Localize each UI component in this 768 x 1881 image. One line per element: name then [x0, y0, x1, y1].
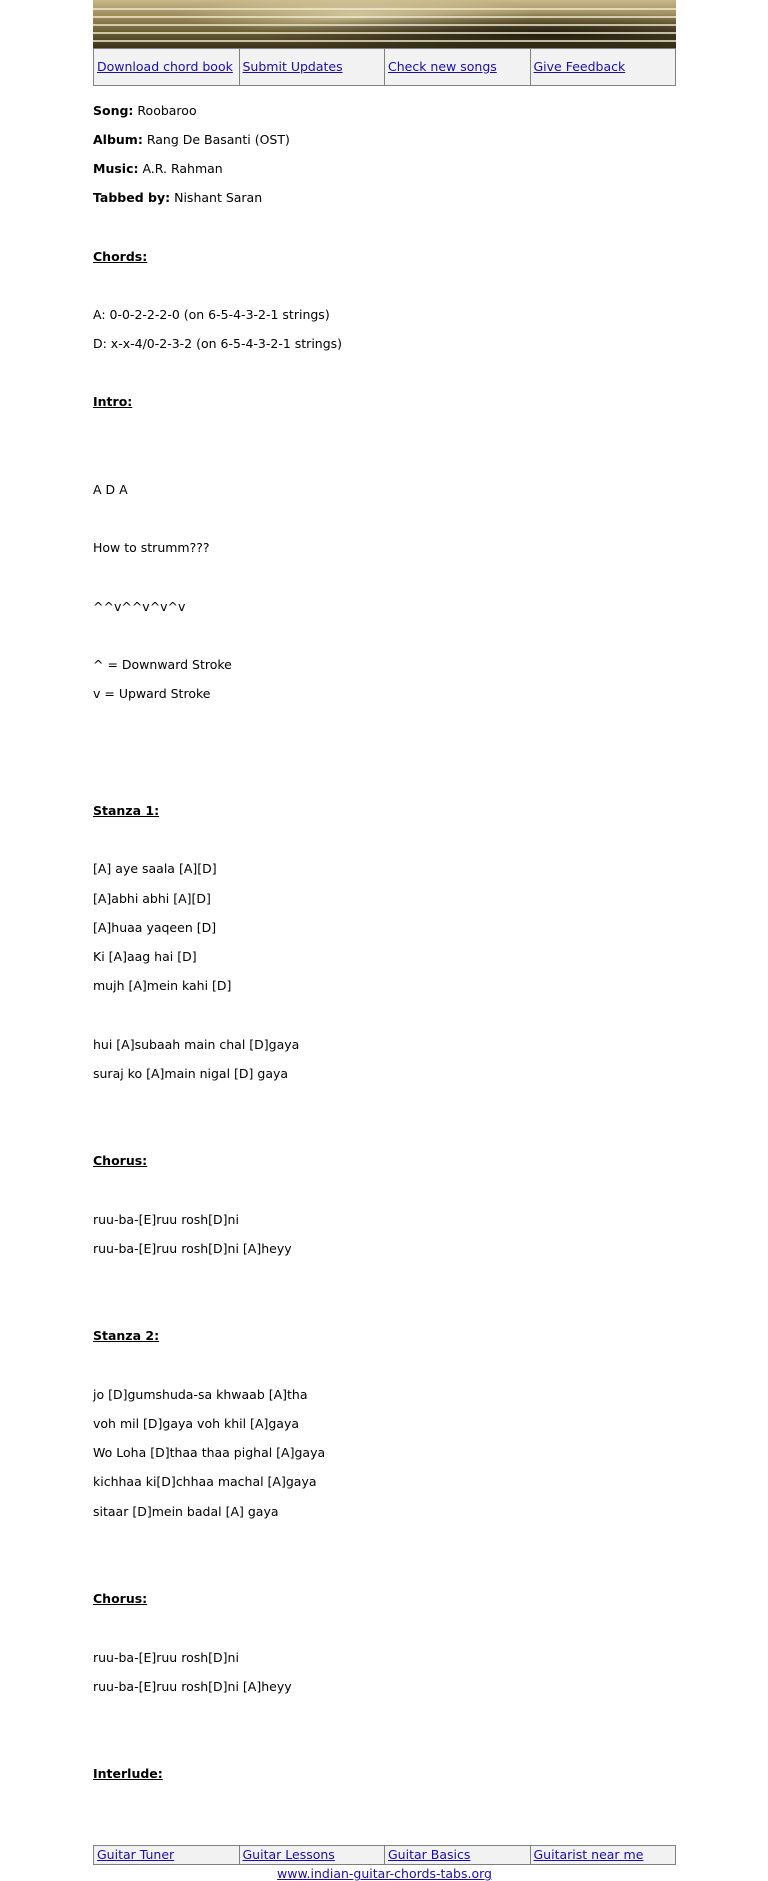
nav-cell — [239, 49, 385, 86]
site-url-link[interactable]: www.indian-guitar-chords-tabs.org — [277, 1866, 492, 1881]
lyric-line: ruu-ba-[E]ruu rosh[D]ni — [93, 1211, 239, 1227]
top-nav-table — [93, 48, 676, 86]
guitar-basics-link[interactable]: Guitar Basics — [388, 1847, 471, 1863]
nav-cell — [385, 1846, 531, 1865]
upstroke-legend: v = Upward Stroke — [93, 686, 211, 702]
chord-line: A: 0-0-2-2-2-0 (on 6-5-4-3-2-1 strings) — [93, 306, 330, 322]
album-name: Rang De Basanti (OST) — [146, 131, 290, 147]
lyric-line: ruu-ba-[E]ruu rosh[D]ni [A]heyy — [93, 1678, 292, 1694]
album-label: Album: — [93, 131, 143, 147]
song-label: Song: — [93, 102, 134, 118]
stanza2-heading: Stanza 2: — [93, 1328, 160, 1344]
chorus-heading: Chorus: — [93, 1591, 148, 1607]
lyric-line: ruu-ba-[E]ruu rosh[D]ni — [93, 1649, 239, 1665]
submit-updates-link[interactable]: Submit Updates — [242, 59, 343, 74]
song-title: Roobaroo — [137, 102, 197, 118]
nav-cell — [385, 49, 531, 86]
tabbed-label: Tabbed by: — [93, 190, 171, 206]
chords-heading: Chords: — [93, 248, 148, 264]
nav-cell — [94, 1846, 240, 1865]
music-composer: A.R. Rahman — [142, 160, 223, 176]
check-new-songs-link[interactable]: Check new songs — [388, 59, 497, 74]
strum-question: How to strumm??? — [93, 540, 210, 556]
music-label: Music: — [93, 160, 139, 176]
nav-cell — [530, 49, 676, 86]
chorus-heading: Chorus: — [93, 1153, 148, 1169]
lyric-line: [A]abhi abhi [A][D] — [93, 890, 211, 906]
intro-heading: Intro: — [93, 394, 133, 410]
lyric-line: hui [A]subaah main chal [D]gaya — [93, 1036, 300, 1052]
guitar-lessons-link[interactable]: Guitar Lessons — [242, 1847, 335, 1863]
lyric-line: [A] aye saala [A][D] — [93, 861, 217, 877]
bottom-nav-table — [93, 1845, 676, 1865]
lyric-line: Ki [A]aag hai [D] — [93, 949, 197, 965]
guitar-tuner-link[interactable]: Guitar Tuner — [97, 1847, 175, 1863]
lyric-line: voh mil [D]gaya voh khil [A]gaya — [93, 1416, 300, 1432]
nav-cell — [239, 1846, 385, 1865]
downstroke-legend: ^ = Downward Stroke — [93, 657, 232, 673]
album-line — [93, 133, 676, 148]
strum-pattern: ^^v^^v^v^v — [93, 598, 186, 614]
lyric-line: mujh [A]mein kahi [D] — [93, 978, 232, 994]
tabbed-author: Nishant Saran — [174, 190, 263, 206]
lyric-line: jo [D]gumshuda-sa khwaab [A]tha — [93, 1386, 308, 1402]
nav-cell — [530, 1846, 676, 1865]
music-line — [93, 162, 676, 177]
intro-chords: A D A — [93, 482, 128, 498]
song-content — [93, 89, 676, 1840]
tabbed-line — [93, 191, 676, 206]
chord-line: D: x-x-4/0-2-3-2 (on 6-5-4-3-2-1 strings) — [93, 336, 343, 352]
stanza1-heading: Stanza 1: — [93, 803, 160, 819]
lyric-line: suraj ko [A]main nigal [D] gaya — [93, 1065, 289, 1081]
lyric-line: [A]huaa yaqeen [D] — [93, 919, 217, 935]
lyric-line: sitaar [D]mein badal [A] gaya — [93, 1503, 279, 1519]
nav-cell — [94, 49, 240, 86]
give-feedback-link[interactable]: Give Feedback — [533, 59, 626, 74]
interlude-heading: Interlude: — [93, 1766, 163, 1782]
guitarist-near-me-link[interactable]: Guitarist near me — [533, 1847, 644, 1863]
lyric-line: kichhaa ki[D]chhaa machal [A]gaya — [93, 1474, 317, 1490]
guitar-banner-image — [93, 0, 676, 48]
download-chord-book-link[interactable]: Download chord book — [97, 59, 233, 74]
lyric-line: Wo Loha [D]thaa thaa pighal [A]gaya — [93, 1445, 326, 1461]
lyric-line: ruu-ba-[E]ruu rosh[D]ni [A]heyy — [93, 1240, 292, 1256]
page — [93, 0, 676, 1881]
song-line — [93, 104, 676, 119]
footer — [93, 1866, 676, 1881]
